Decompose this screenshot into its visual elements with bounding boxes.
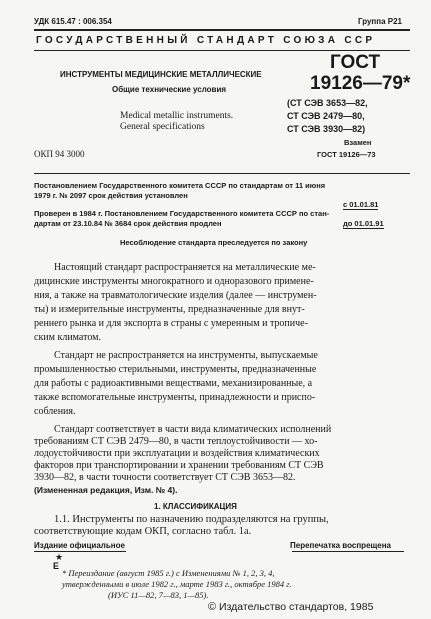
amendment-note: (Измененная редакция, Изм. № 4). <box>34 485 178 495</box>
body-line: собления. <box>34 406 76 417</box>
body-line: факторов при транспортировании и хранении требованиям СТ СЭВ <box>34 460 324 471</box>
reprint-note: * Переиздание (август 1985 г.) с Изменениями № 1, 2, 3, 4, <box>62 568 275 578</box>
copyright-icon: © <box>208 601 217 613</box>
decree-line: Постановлением Государственного комитета СССР по стандартам от 11 июня <box>34 181 326 190</box>
body-line: Стандарт не распространяется на инструменты, выпускаемые <box>54 350 318 361</box>
body-line: дицинские инструменты многократного и одноразового примене- <box>34 276 314 287</box>
ru-subtitle: Общие технические условия <box>112 85 227 94</box>
extended-date: до 01.01.91 <box>343 219 384 228</box>
copyright <box>208 601 373 613</box>
edition-letter: Е <box>53 561 60 571</box>
decree-rule <box>34 173 410 174</box>
ru-title: ИНСТРУМЕНТЫ МЕДИЦИНСКИЕ МЕТАЛЛИЧЕСКИЕ <box>60 70 262 79</box>
legal-notice: Несоблюдение стандарта преследуется по закону <box>120 238 308 247</box>
standard-banner: ГОСУДАРСТВЕННЫЙ СТАНДАРТ СОЮЗА ССР <box>36 35 376 46</box>
st-sev-2: СТ СЭВ 2479—80, <box>287 111 365 121</box>
body-line: 3930—82, в части точности соответствует СТ СЭВ 3653—82. <box>34 472 296 483</box>
body-line: требованиям СТ СЭВ 2479—80, в части теплоустойчивости — хо- <box>34 436 318 447</box>
body-line: ским климатом. <box>34 332 101 343</box>
section-heading: 1. КЛАССИФИКАЦИЯ <box>154 502 237 511</box>
group-code: Группа Р21 <box>357 17 402 26</box>
udk-code: УДК 615.47 : 006.354 <box>34 17 112 26</box>
body-line: Стандарт соответствует в части вида климатических исполнений <box>54 424 332 435</box>
body-line: промышленностью стерильными, инструменты, предназначенные <box>34 364 317 375</box>
reprint-notice: Перепечатка воспрещена <box>290 541 391 550</box>
en-subtitle: General specifications <box>120 122 205 132</box>
footer-rule <box>34 551 126 552</box>
banner-rule <box>34 50 410 51</box>
replaces-value: ГОСТ 19126—73 <box>317 150 376 159</box>
copyright-text: Издательство стандартов, 1985 <box>219 601 374 613</box>
en-title: Medical metallic instruments. <box>120 111 234 121</box>
body-line: реннего рынка и для экспорта в страны с умеренным и тропиче- <box>34 318 308 329</box>
okp-code: ОКП 94 3000 <box>34 149 85 159</box>
effective-date: с 01.01.81 <box>343 200 379 209</box>
decree-line: Проверен в 1984 г. Постановлением Государственного комитета СССР по стан- <box>34 209 330 218</box>
reprint-note: утвержденными в июле 1982 г., марте 1983 г., октябре 1984 г. <box>62 579 292 589</box>
st-sev-1: (СТ СЭВ 3653—82, <box>287 98 368 108</box>
st-sev-3: СТ СЭВ 3930—82) <box>287 124 366 134</box>
body-line: ния, а также на травматологические изделия (далее — инструмен- <box>34 290 317 301</box>
footer-rule <box>292 551 404 552</box>
top-rule <box>34 29 410 31</box>
decree-line: дартам от 23.10.84 № 3684 срок действия продлен <box>34 219 222 228</box>
section-line: 1.1. Инструменты по назначению подразделяются на группы, <box>54 514 329 525</box>
official-edition: Издание официальное <box>34 541 125 550</box>
section-line: соответствующие кодам ОКП, согласно табл. 1а. <box>34 526 252 537</box>
reprint-note: (ИУС 11—82, 7—83, 1—85). <box>108 590 209 600</box>
body-line: для работы с радиоактивными веществами, механизированные, а <box>34 378 313 389</box>
gost-label: ГОСТ <box>330 52 381 73</box>
gost-number: 19126—79* <box>310 73 411 94</box>
body-line: ты) и измерительные инструменты, предназначенные для внут- <box>34 304 305 315</box>
body-line: Настоящий стандарт распространяется на металлические ме- <box>54 262 316 273</box>
decree-line: 1979 г. № 2097 срок действия установлен <box>34 191 188 200</box>
body-line: также вспомогательные инструменты, принадлежности и приспо- <box>34 392 316 403</box>
replaces-label: Взамен <box>344 138 372 147</box>
star-icon: ★ <box>55 552 64 562</box>
body-line: лодоустойчивости при эксплуатации и воздействия климатических <box>34 448 320 459</box>
